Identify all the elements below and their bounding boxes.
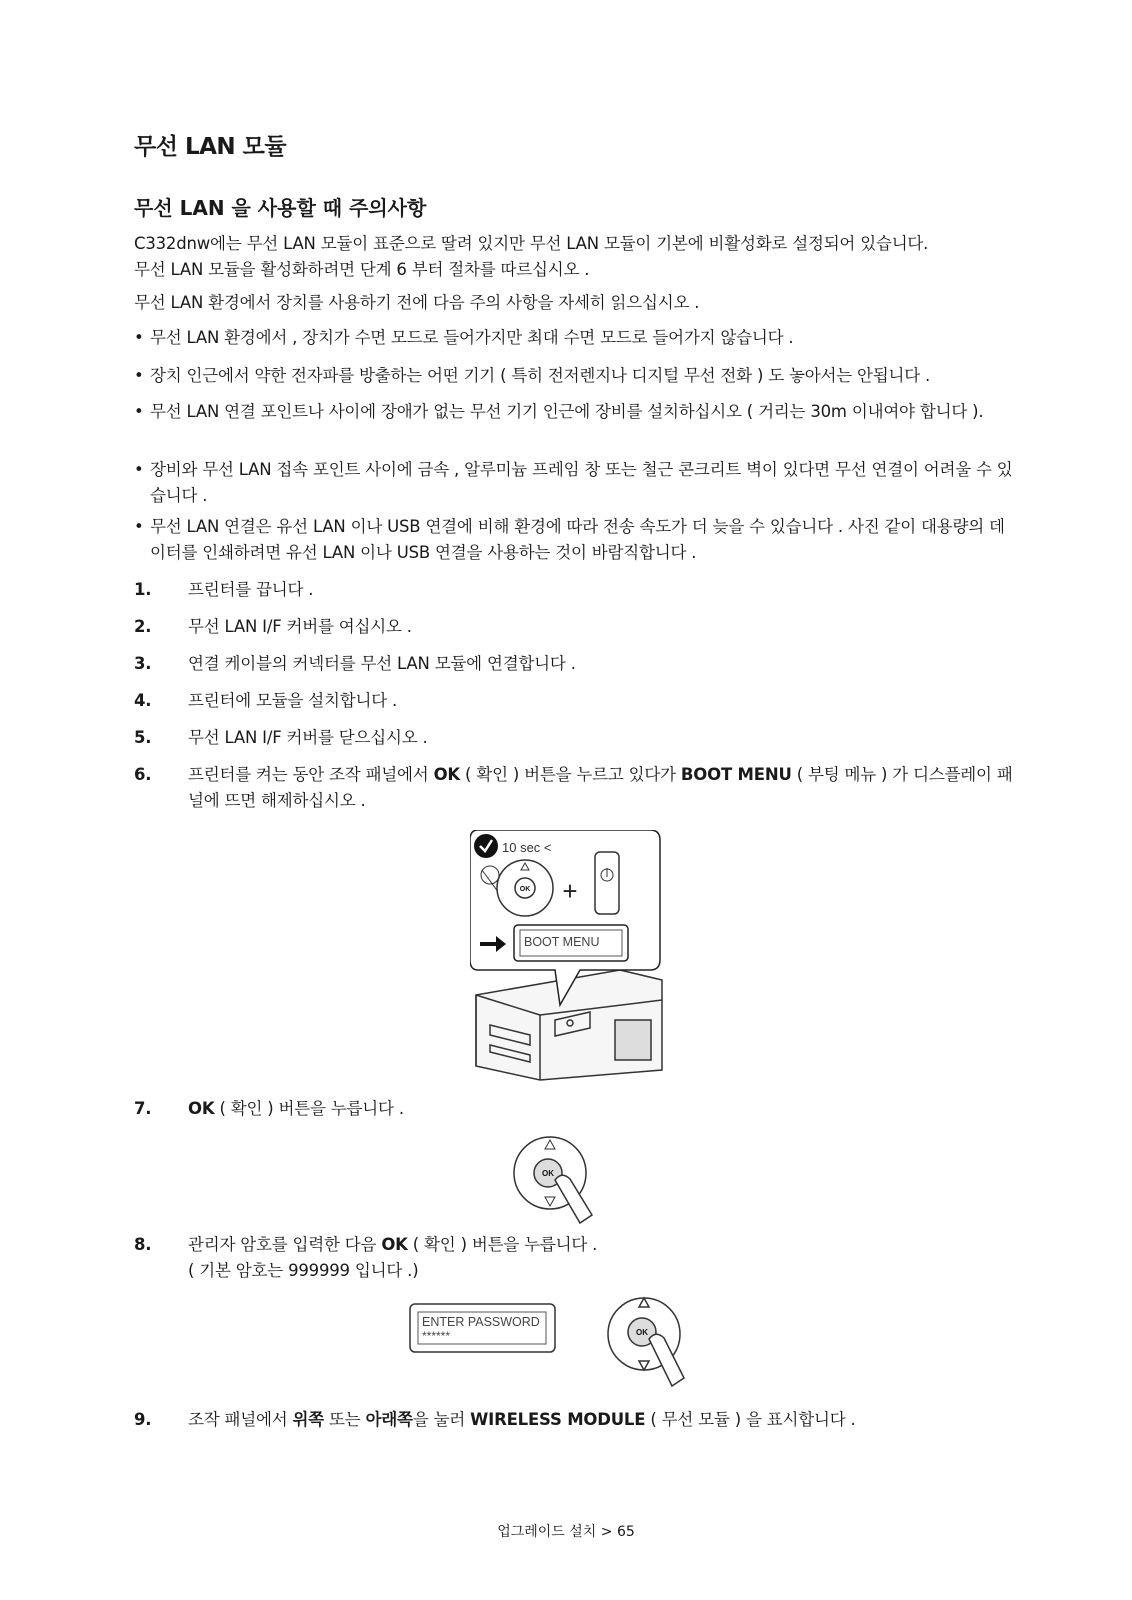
intro-notice: 무선 LAN 환경에서 장치를 사용하기 전에 다음 주의 사항을 자세히 읽으십시오 .: [134, 293, 700, 312]
intro-line-2: 무선 LAN 모듈을 활성화하려면 단계 6 부터 절차를 따르십시오 .: [134, 260, 590, 279]
bullet-text: 무선 LAN 환경에서 , 장치가 수면 모드로 들어가지만 최대 수면 모드로 들어가지 않습니다 .: [150, 328, 794, 347]
bullet-item: [134, 457, 1014, 509]
step-2: [134, 614, 1014, 640]
step-number: 2.: [134, 617, 152, 636]
bullet-text: 장치 인근에서 약한 전자파를 방출하는 어떤 기기 ( 특히 전저렌지나 디지털 무선 전화 ) 도 놓아서는 안됩니다 .: [150, 366, 931, 385]
bullet-marker: •: [134, 460, 144, 479]
bullet-marker: •: [134, 328, 144, 347]
display-line-1: ENTER PASSWORD: [422, 1315, 540, 1329]
step-text: 조작 패널에서 위쪽 또는 아래쪽을 눌러 WIRELESS MODULE ( 무선 모듈 ) 을 표시합니다 .: [188, 1410, 856, 1429]
password-figure: [408, 1292, 698, 1392]
plus-sign: +: [562, 876, 578, 906]
step-number: 5.: [134, 728, 152, 747]
timer-icon: [474, 834, 498, 858]
step-4: [134, 688, 1014, 714]
bullet-text: 장비와 무선 LAN 접속 포인트 사이에 금속 , 알루미늄 프레임 창 또는 철근 콘크리트 벽이 있다면 무선 연결이 어려울 수 있습니다 .: [150, 460, 1013, 505]
step-9: [134, 1407, 1014, 1433]
step-number: 6.: [134, 765, 152, 784]
step-number: 8.: [134, 1235, 152, 1254]
bullet-marker: •: [134, 517, 144, 536]
step-1: [134, 577, 1014, 603]
step-5: [134, 725, 1014, 751]
ok-label: OK: [542, 1169, 554, 1178]
step-number: 4.: [134, 691, 152, 710]
bullet-marker: •: [134, 366, 144, 385]
step-8: [134, 1232, 1014, 1284]
step-text: OK ( 확인 ) 버튼을 누릅니다 .: [188, 1099, 404, 1118]
step-7: [134, 1096, 1014, 1122]
intro-line-1: C332dnw에는 무선 LAN 모듈이 표준으로 딸려 있지만 무선 LAN 모듈이 기본에 비활성화로 설정되어 있습니다.: [134, 234, 929, 253]
step-text: 무선 LAN I/F 커버를 닫으십시오 .: [188, 728, 428, 747]
boot-menu-figure: [470, 830, 670, 1090]
step-text: 프린터를 끕니다 .: [188, 580, 314, 599]
bullet-item: [134, 363, 1014, 389]
bullet-text: 무선 LAN 연결 포인트나 사이에 장애가 없는 무선 기기 인근에 장비를 설치하십시오 ( 거리는 30m 이내여야 합니다 ).: [150, 402, 984, 421]
page-title: 무선 LAN 모듈: [134, 134, 287, 160]
step-text: 관리자 암호를 입력한 다음 OK ( 확인 ) 버튼을 누릅니다 . ( 기본 암호는 999999 입니다 .): [188, 1235, 598, 1280]
step-6: [134, 762, 1014, 814]
step-number: 3.: [134, 654, 152, 673]
timer-label: 10 sec <: [502, 840, 552, 855]
ok-label: OK: [519, 886, 531, 893]
step-text: 프린터를 켜는 동안 조작 패널에서 OK ( 확인 ) 버튼을 누르고 있다가 BOOT MENU ( 부팅 메뉴 ) 가 디스플레이 패널에 뜨면 해제하십시오 .: [188, 765, 1013, 810]
intro-paragraph: [134, 231, 1014, 283]
step-3: [134, 651, 1014, 677]
power-switch-icon: [595, 852, 619, 914]
bullet-item: [134, 325, 1014, 351]
bullet-item: [134, 514, 1014, 566]
bullet-item: [134, 399, 1014, 425]
step-text: 프린터에 모듈을 설치합니다 .: [188, 691, 398, 710]
page-footer: 업그레이드 설치 > 65: [497, 1524, 635, 1540]
step-text: 무선 LAN I/F 커버를 여십시오 .: [188, 617, 412, 636]
step-number: 9.: [134, 1410, 152, 1429]
display-text: BOOT MENU: [524, 935, 600, 949]
ok-label: OK: [636, 1328, 648, 1337]
bullet-marker: •: [134, 402, 144, 421]
bullet-text: 무선 LAN 연결은 유선 LAN 이나 USB 연결에 비해 환경에 따라 전송 속도가 더 늦을 수 있습니다 . 사진 같이 대용량의 데이터를 인쇄하려면 유선 LAN 이나 USB 연결을 사용하는 것이 바람직합니다 .: [150, 517, 1005, 562]
step-text: 연결 케이블의 커넥터를 무선 LAN 모듈에 연결합니다 .: [188, 654, 576, 673]
section-heading: 무선 LAN 을 사용할 때 주의사항: [134, 196, 427, 220]
step-number: 1.: [134, 580, 152, 599]
step-number: 7.: [134, 1099, 152, 1118]
ok-press-figure: [510, 1135, 600, 1230]
display-line-2: ******: [422, 1329, 451, 1343]
